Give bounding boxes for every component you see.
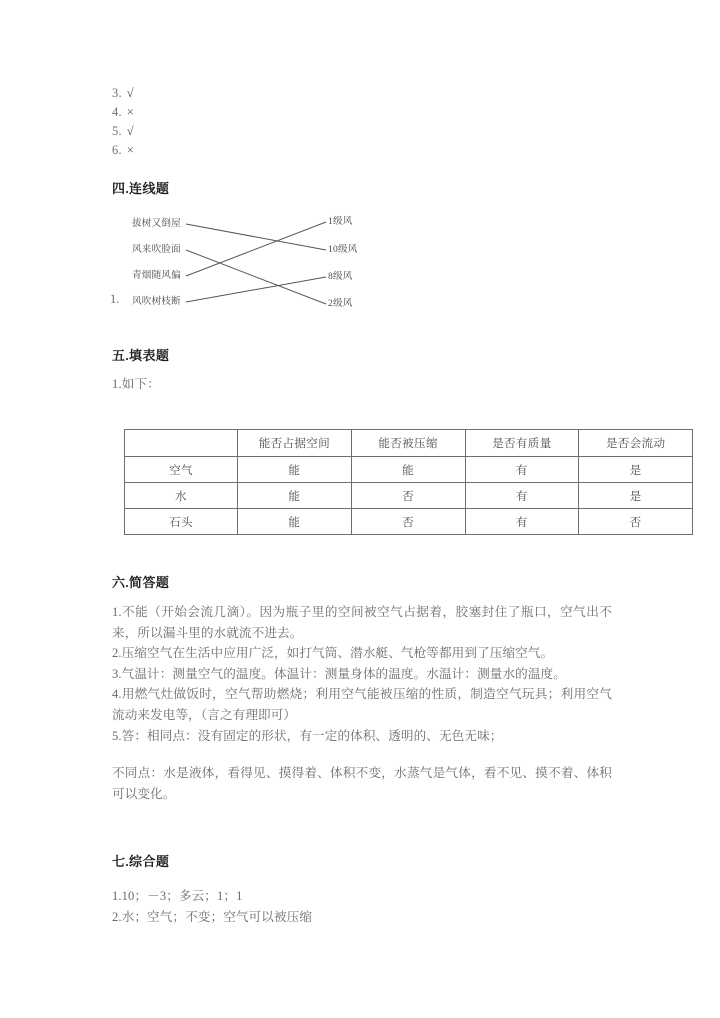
- tf-answer-row: [112, 103, 134, 122]
- short-answer-item: 5.答：相同点：没有固定的形状，有一定的体积、透明的、无色无味；: [112, 728, 503, 743]
- fill-table-intro: 1.如下：: [112, 377, 160, 391]
- matching-item-number: 1.: [110, 292, 120, 306]
- tf-number: 6.: [112, 143, 122, 157]
- connection-line: [186, 277, 326, 302]
- table-cell: 是: [579, 457, 693, 483]
- tf-answer-row: [112, 122, 134, 141]
- table-row-label: 石头: [125, 509, 238, 535]
- table-cell: 能: [238, 483, 352, 509]
- table-row: [125, 483, 693, 509]
- comprehensive-answer-item: 1.10；－3；多云；1；1: [112, 889, 243, 903]
- table-cell: 能: [351, 457, 465, 483]
- table-row-label: 水: [125, 483, 238, 509]
- table-cell: 否: [351, 509, 465, 535]
- table-cell: 有: [465, 509, 579, 535]
- tf-answer-row: [112, 141, 134, 160]
- section-heading-fill-table: 五.填表题: [112, 348, 170, 363]
- comprehensive-answer-list: [112, 886, 612, 927]
- tf-number: 4.: [112, 105, 122, 119]
- table-header-cell: 是否会流动: [579, 430, 693, 457]
- table-header-cell: 能否占据空间: [238, 430, 352, 457]
- tf-answer-row: [112, 84, 134, 103]
- short-answer-item: 不同点：水是液体，看得见、摸得着、体积不变，水蒸气是气体，看不见、摸不着、体积可以变化。: [112, 766, 612, 801]
- true-false-answer-list: [112, 84, 134, 160]
- table-cell: 有: [465, 483, 579, 509]
- table-header-cell: [125, 430, 238, 457]
- table-cell: 能: [238, 457, 352, 483]
- matching-left-item[interactable]: 青烟随风偏: [132, 270, 181, 282]
- table-cell: 否: [351, 483, 465, 509]
- table-cell: 能: [238, 509, 352, 535]
- comprehensive-answer-item: 2.水；空气；不变；空气可以被压缩: [112, 909, 313, 924]
- table-cell: 否: [579, 509, 693, 535]
- table-row-label: 空气: [125, 457, 238, 483]
- short-answer-item: 1.不能（开始会流几滴）。因为瓶子里的空间被空气占据着，胶塞封住了瓶口，空气出不来，所以漏斗里的水就流不进去。: [112, 605, 612, 640]
- table-row: [125, 509, 693, 535]
- table-header-row: [125, 430, 693, 457]
- matching-left-item[interactable]: 拔树又倒屋: [132, 218, 181, 230]
- connection-line: [186, 222, 326, 276]
- matching-left-item[interactable]: 风来吹脸面: [132, 244, 181, 256]
- short-answer-item: 4.用燃气灶做饭时，空气帮助燃烧；利用空气能被压缩的性质，制造空气玩具；利用空气流动来发电等，（言之有理即可）: [112, 687, 612, 722]
- section-heading-comprehensive: 七.综合题: [112, 854, 170, 869]
- tf-number: 5.: [112, 124, 122, 138]
- matching-left-item[interactable]: 风吹树枝断: [132, 296, 181, 308]
- table-cell: 是: [579, 483, 693, 509]
- tf-mark: √: [126, 86, 134, 100]
- short-answer-item: 3.气温计：测量空气的温度。体温计：测量身体的温度。水温计：测量水的温度。: [112, 666, 566, 681]
- matching-right-item[interactable]: 2级风: [328, 298, 353, 310]
- tf-number: 3.: [112, 86, 122, 100]
- tf-mark: ×: [126, 105, 135, 119]
- matching-diagram: [104, 208, 404, 316]
- section-heading-matching: 四.连线题: [112, 181, 170, 196]
- section-heading-short-answer: 六.简答题: [112, 575, 170, 590]
- tf-mark: √: [126, 124, 134, 138]
- table-header-cell: 是否有质量: [465, 430, 579, 457]
- table-header-cell: 能否被压缩: [351, 430, 465, 457]
- properties-table: [124, 429, 693, 535]
- connection-line: [186, 250, 326, 304]
- table-cell: 有: [465, 457, 579, 483]
- matching-right-item[interactable]: 1级风: [328, 216, 353, 228]
- tf-mark: ×: [126, 143, 135, 157]
- matching-right-item[interactable]: 10级风: [328, 244, 358, 256]
- table-row: [125, 457, 693, 483]
- connection-line: [186, 224, 326, 250]
- matching-right-item[interactable]: 8级风: [328, 271, 353, 283]
- short-answer-item: 2.压缩空气在生活中应用广泛，如打气筒、潜水艇、气枪等都用到了压缩空气。: [112, 646, 554, 661]
- short-answer-list: [112, 602, 612, 804]
